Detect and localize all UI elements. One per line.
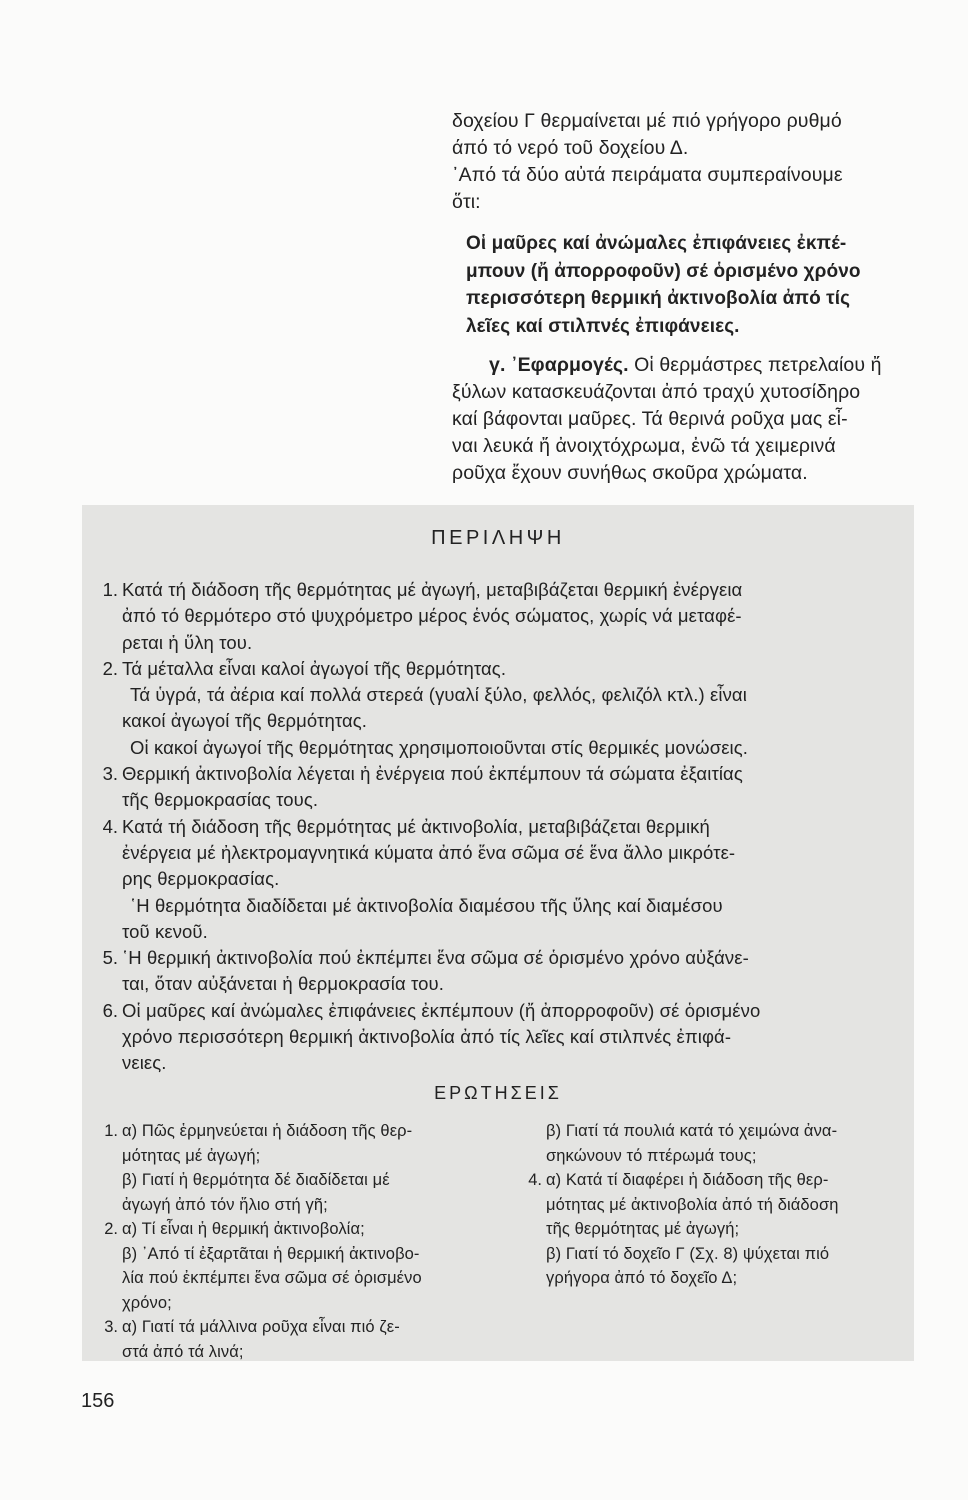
question-item	[92, 1315, 472, 1364]
summary-box	[82, 505, 914, 1361]
summary-item	[92, 761, 900, 814]
summary-item	[92, 945, 900, 998]
summary-item-number: 3.	[102, 763, 118, 785]
question-line: ἀγωγή ἀπό τόν ἥλιο στή γῆ;	[122, 1195, 328, 1214]
summary-line: ται, ὅταν αὐξάνεται ἡ θερμοκρασία του.	[122, 973, 444, 995]
question-number: 3.	[104, 1318, 118, 1336]
page-number: 156	[81, 1390, 115, 1412]
question-line: α) Τί εἶναι ἡ θερμική ἀκτινοβολία;	[122, 1220, 365, 1238]
summary-line: ἐνέργεια μέ ἠλεκτρομαγνητικά κύματα ἀπό ἕνα σῶμα σέ ἕνα ἄλλο μικρότε-	[122, 841, 736, 863]
summary-line: ῾Η θερμική ἀκτινοβολία πού ἐκπέμπει ἕνα σῶμα σέ ὁρισμένο χρόνο αὐξάνε-	[122, 947, 749, 969]
question-item	[516, 1168, 900, 1242]
summary-item-number: 1.	[102, 579, 118, 600]
question-number: 1.	[104, 1122, 118, 1140]
summary-line: ῾Η θερμότητα διαδίδεται μέ ἀκτινοβολία διαμέσου τῆς ὕλης καί διαμέσου	[130, 894, 723, 916]
conclusion-statement	[452, 230, 930, 340]
summary-item-number: 5.	[102, 947, 118, 969]
summary-item	[92, 577, 900, 656]
summary-line: Οἱ κακοί ἀγωγοί τῆς θερμότητας χρησιμοποιοῦνται στίς θερμικές μονώσεις.	[130, 736, 749, 758]
question-item	[92, 1217, 472, 1315]
question-line: β) Γιατί τά πουλιά κατά τό χειμώνα ἀνα-	[546, 1122, 838, 1140]
summary-line: τοῦ κενοῦ.	[122, 920, 208, 942]
text-line: ᾽Από τά δύο αὐτά πειράματα συμπεραίνουμε	[452, 164, 843, 186]
summary-line: ἀπό τό θερμότερο στό ψυχρόμετρο μέρος ἑνός σώματος, χωρίς νά μεταφέ-	[122, 605, 742, 627]
summary-line: χρόνο περισσότερη θερμική ἀκτινοβολία ἀπό τίς λεῖες καί στιλπνές ἐπιφά-	[122, 1026, 732, 1048]
question-line: στά ἀπό τά λινά;	[122, 1342, 244, 1361]
applications-line: ναι λευκά ἤ ἀνοιχτόχρωμα, ἐνῶ τά χειμερινά	[452, 435, 836, 457]
applications-line: καί βάφονται μαῦρες. Τά θερινά ροῦχα μας εἶ-	[452, 408, 848, 430]
question-line: β) Γιατί τό δοχεῖο Γ (Σχ. 8) ψύχεται πιό	[546, 1244, 830, 1263]
summary-item-number: 6.	[102, 999, 118, 1021]
summary-line: Κατά τή διάδοση τῆς θερμότητας μέ ἀγωγή, μεταβιβάζεται θερμική ἐνέργεια	[122, 579, 743, 600]
summary-line: Κατά τή διάδοση τῆς θερμότητας μέ ἀκτινοβολία, μεταβιβάζεται θερμική	[122, 815, 710, 837]
summary-item	[92, 998, 900, 1077]
conclusion-line: περισσότερη θερμική ἀκτινοβολία ἀπό τίς	[466, 288, 851, 309]
question-line: β) Γιατί ἡ θερμότητα δέ διαδίδεται μέ	[122, 1171, 390, 1189]
question-line: μότητας μέ ἀκτινοβολία ἀπό τή διάδοση	[546, 1195, 839, 1214]
summary-line: ρης θερμοκρασίας.	[122, 868, 280, 890]
questions-heading: ΕΡΩΤΗΣΕΙΣ	[434, 1083, 562, 1103]
summary-line: τῆς θερμοκρασίας τους.	[122, 789, 319, 811]
summary-list	[92, 577, 900, 1077]
summary-line: Τά ὑγρά, τά ἀέρια καί πολλά στερεά (γυαλί ξύλο, φελλός, φελιζόλ κτλ.) εἶναι	[130, 684, 747, 706]
text-line: άπό τό νερό τοῦ δοχείου Δ.	[452, 137, 689, 159]
text-line: δοχείου Γ θερμαίνεται μέ πιό γρήγορο ρυθμό	[452, 110, 842, 132]
question-line: α) Πῶς ἑρμηνεύεται ἡ διάδοση τῆς θερ-	[122, 1122, 413, 1140]
text-line: ὅτι:	[452, 191, 481, 213]
question-number: 4.	[528, 1171, 542, 1189]
question-line: α) Γιατί τά μάλλινα ροῦχα εἶναι πιό ζε-	[122, 1318, 400, 1336]
question-line: μότητας μέ ἀγωγή;	[122, 1146, 261, 1165]
summary-item	[92, 814, 900, 945]
summary-line: κακοί ἀγωγοί τῆς θερμότητας.	[122, 710, 368, 732]
summary-item	[92, 656, 900, 761]
question-line: α) Κατά τί διαφέρει ἡ διάδοση τῆς θερ-	[546, 1171, 829, 1189]
question-item	[516, 1242, 900, 1291]
question-line: β) ᾽Από τί ἐξαρτᾶται ἡ θερμική ἀκτινοβο-	[122, 1244, 420, 1263]
summary-heading: ΠΕΡΙΛΗΨΗ	[431, 527, 565, 549]
questions-left-column	[92, 1119, 472, 1364]
applications-first-line	[452, 352, 930, 379]
applications-line: ροῦχα ἔχουν συνήθως σκοῦρα χρώματα.	[452, 462, 808, 484]
applications-section	[452, 352, 930, 487]
summary-item-number: 4.	[102, 815, 118, 837]
conclusion-line: μπουν (ἤ ἀπορροφοῦν) σέ ὁρισμένο χρόνο	[466, 260, 861, 282]
conclusion-line: Οἱ μαῦρες καί ἀνώμαλες ἐπιφάνειες ἐκπέ-	[466, 233, 847, 254]
summary-line: Τά μέταλλα εἶναι καλοί ἀγωγοί τῆς θερμότητας.	[122, 657, 507, 679]
question-number: 2.	[104, 1220, 118, 1238]
question-line: λία πού ἐκπέμπει ἕνα σῶμα σέ ὁρισμένο	[122, 1269, 422, 1287]
applications-text: Οἱ θερμάστρες πετρελαίου ἤ	[628, 354, 882, 376]
summary-line: Θερμική ἀκτινοβολία λέγεται ἡ ἐνέργεια πού ἐκπέμπουν τά σώματα ἐξαιτίας	[122, 763, 743, 785]
summary-line: νειες.	[122, 1052, 167, 1074]
top-text-column	[452, 108, 930, 487]
questions-right-column	[516, 1119, 900, 1291]
question-line: χρόνο;	[122, 1293, 172, 1312]
question-line: σηκώνουν τό πτέρωμά τους;	[546, 1146, 757, 1165]
question-line: γρήγορα ἀπό τό δοχεῖο Δ;	[546, 1269, 738, 1287]
conclusion-line: λεῖες καί στιλπνές ἐπιφάνειες.	[466, 315, 740, 337]
question-item	[92, 1119, 472, 1217]
applications-line: ξύλων κατασκευάζονται ἀπό τραχύ χυτοσίδηρο	[452, 381, 861, 403]
summary-item-number: 2.	[102, 657, 118, 679]
applications-heading: γ. ᾽Εφαρμογές.	[489, 354, 629, 376]
summary-line: Οἱ μαῦρες καί ἀνώμαλες ἐπιφάνειες ἐκπέμπουν (ἤ ἀπορροφοῦν) σέ ὁρισμένο	[122, 999, 761, 1021]
summary-line: ρεται ἡ ὕλη του.	[122, 631, 253, 653]
question-line: τῆς θερμότητας μέ ἀγωγή;	[546, 1220, 740, 1238]
question-item	[516, 1119, 900, 1168]
